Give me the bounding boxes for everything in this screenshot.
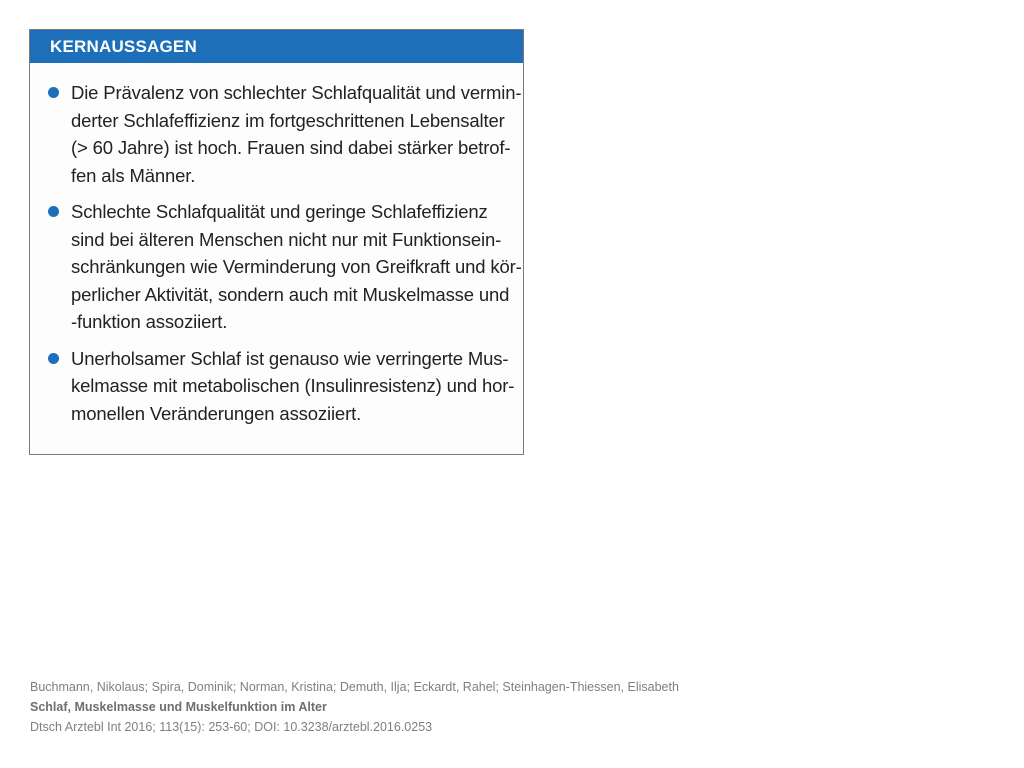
bullet-icon (48, 353, 59, 364)
key-messages-list (30, 63, 523, 427)
box-header: KERNAUSSAGEN (30, 30, 523, 63)
text-line: fen als Männer. (71, 164, 196, 186)
text-line: Unerholsamer Schlaf ist genauso wie verringerte Mus- (71, 347, 509, 369)
citation-authors: Buchmann, Nikolaus; Spira, Dominik; Norman, Kristina; Demuth, Ilja; Eckardt, Rahel; Steinhagen-Thiessen, Elisabeth (30, 680, 679, 694)
bullet-icon (48, 87, 59, 98)
citation (30, 677, 679, 737)
key-messages-box (29, 29, 524, 455)
text-line: (> 60 Jahre) ist hoch. Frauen sind dabei stärker betrof- (71, 137, 511, 158)
text-line: monellen Veränderungen assoziiert. (71, 402, 362, 424)
text-line: perlicher Aktivität, sondern auch mit Muskelmasse und (71, 283, 510, 305)
list-item (48, 79, 522, 189)
text-line: kelmasse mit metabolischen (Insulinresistenz) und hor- (71, 375, 515, 396)
text-line: Schlechte Schlafqualität und geringe Schlafeffizienz (71, 201, 488, 222)
text-line: schränkungen wie Verminderung von Greifkraft und kör- (71, 256, 522, 277)
text-line: -funktion assoziiert. (71, 311, 228, 332)
text-line: derter Schlafeffizienz im fortgeschrittenen Lebensalter (71, 109, 505, 131)
text-line: sind bei älteren Menschen nicht nur mit Funktionsein- (71, 228, 502, 250)
list-item (48, 198, 522, 336)
text-line: Die Prävalenz von schlechter Schlafqualität und vermin- (71, 82, 522, 103)
bullet-icon (48, 206, 59, 217)
citation-source: Dtsch Arztebl Int 2016; 113(15): 253-60; DOI: 10.3238/arztebl.2016.0253 (30, 720, 433, 734)
list-item (48, 345, 515, 428)
citation-title: Schlaf, Muskelmasse und Muskelfunktion im Alter (30, 700, 327, 714)
